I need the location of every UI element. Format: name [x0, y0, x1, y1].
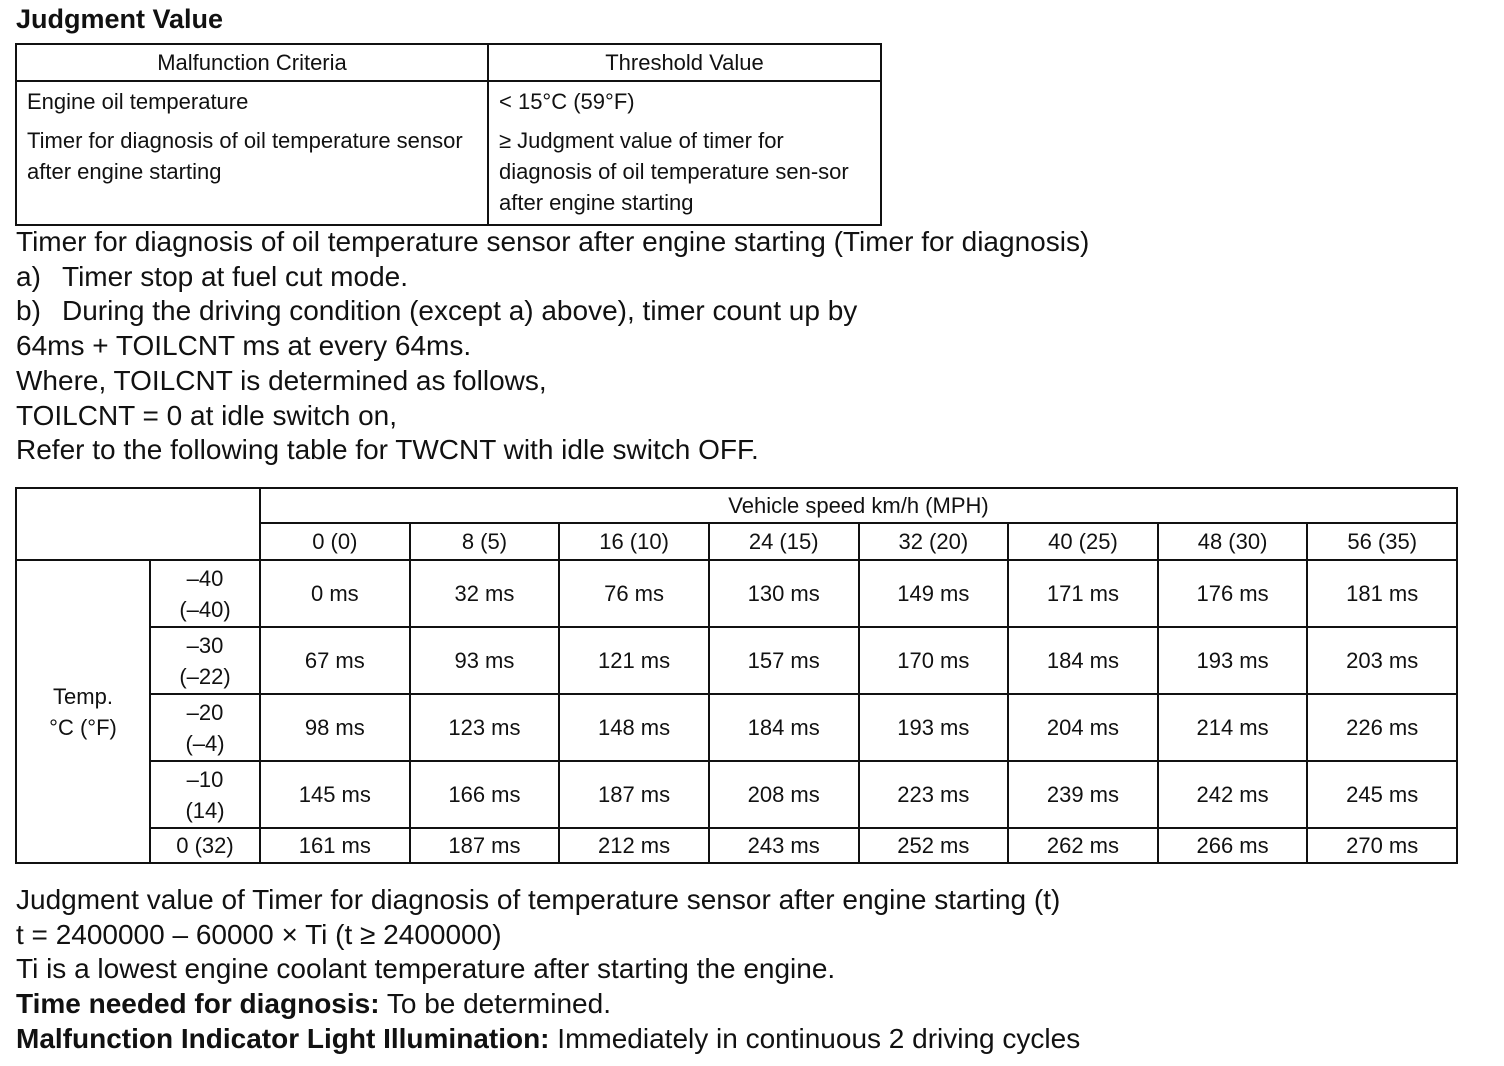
value-cell: 187 ms	[410, 828, 560, 863]
value-cell: 98 ms	[260, 694, 410, 761]
criteria-header: Malfunction Criteria	[16, 44, 488, 81]
temp-label: Temp.	[53, 683, 113, 709]
criteria-header-row	[16, 44, 881, 81]
speed-cell: 56 (35)	[1307, 523, 1457, 560]
item-a-text: Timer stop at fuel cut mode.	[62, 260, 408, 292]
value-cell: 148 ms	[559, 694, 709, 761]
value-cell: 121 ms	[559, 627, 709, 694]
table-row	[16, 694, 1457, 761]
value-cell: 130 ms	[709, 560, 859, 627]
speed-header-row	[16, 488, 1457, 523]
value-cell: 223 ms	[859, 761, 1009, 828]
intro-line: Where, TOILCNT is determined as follows,	[16, 364, 547, 396]
criteria-item: Timer for diagnosis of oil temperature sensor after engine starting	[27, 128, 463, 184]
value-cell: 67 ms	[260, 627, 410, 694]
temp-row-label: 0 (32)	[150, 828, 260, 863]
value-cell: 184 ms	[709, 694, 859, 761]
temp-c: –20	[186, 699, 224, 725]
value-cell: 212 ms	[559, 828, 709, 863]
intro-text	[16, 225, 1089, 468]
temp-f: (–40)	[179, 596, 231, 622]
value-cell: 181 ms	[1307, 560, 1457, 627]
value-cell: 145 ms	[260, 761, 410, 828]
time-needed-value: To be determined.	[379, 988, 611, 1020]
footer-text	[16, 883, 1080, 1057]
value-cell: 203 ms	[1307, 627, 1457, 694]
value-cell: 245 ms	[1307, 761, 1457, 828]
temp-f: (–22)	[179, 663, 231, 689]
malfunction-criteria-table	[15, 43, 882, 226]
criteria-cell	[16, 81, 488, 225]
value-cell: 161 ms	[260, 828, 410, 863]
speed-cell: 24 (15)	[709, 523, 859, 560]
table-row	[16, 560, 1457, 627]
value-cell: 187 ms	[559, 761, 709, 828]
value-cell: 239 ms	[1008, 761, 1158, 828]
criteria-item: Engine oil temperature	[27, 89, 249, 114]
temp-row-label	[150, 694, 260, 761]
mil-label: Malfunction Indicator Light Illumination:	[16, 1022, 550, 1054]
value-cell: 242 ms	[1158, 761, 1308, 828]
value-cell: 204 ms	[1008, 694, 1158, 761]
value-cell: 208 ms	[709, 761, 859, 828]
value-cell: 243 ms	[709, 828, 859, 863]
mil-line	[16, 1022, 1080, 1057]
value-cell: 32 ms	[410, 560, 560, 627]
value-cell: 166 ms	[410, 761, 560, 828]
threshold-item: ≥ Judgment value of timer for diagnosis of oil temperature sen-sor after engine starting	[499, 128, 849, 215]
item-b-text: During the driving condition (except a) above), timer count up by	[62, 295, 858, 327]
item-a-label: a)	[16, 260, 41, 292]
temp-f: (14)	[185, 797, 225, 823]
temp-label-cell	[16, 560, 150, 863]
value-cell: 226 ms	[1307, 694, 1457, 761]
mil-value: Immediately in continuous 2 driving cycles	[549, 1022, 1081, 1054]
threshold-cell	[488, 81, 881, 225]
item-b-label: b)	[16, 295, 41, 327]
value-cell: 193 ms	[859, 694, 1009, 761]
intro-item-b	[16, 294, 1089, 329]
temp-c: –10	[186, 766, 224, 792]
value-cell: 123 ms	[410, 694, 560, 761]
threshold-header: Threshold Value	[488, 44, 881, 81]
speed-header: Vehicle speed km/h (MPH)	[260, 488, 1457, 523]
intro-line: Refer to the following table for TWCNT with idle switch OFF.	[16, 434, 759, 466]
value-cell: 170 ms	[859, 627, 1009, 694]
twcnt-table	[15, 487, 1458, 864]
temp-row-label	[150, 627, 260, 694]
footer-line: Judgment value of Timer for diagnosis of temperature sensor after engine starting (t)	[16, 884, 1061, 915]
value-cell: 214 ms	[1158, 694, 1308, 761]
time-needed-line	[16, 987, 1080, 1022]
intro-item-a	[16, 260, 1089, 295]
temp-row-label	[150, 761, 260, 828]
table-row	[16, 761, 1457, 828]
formula-line: t = 2400000 – 60000 × Ti (t ≥ 2400000)	[16, 918, 502, 950]
section-heading: Judgment Value	[16, 4, 224, 34]
value-cell: 157 ms	[709, 627, 859, 694]
criteria-body-row	[16, 81, 881, 225]
intro-line: 64ms + TOILCNT ms at every 64ms.	[16, 330, 472, 362]
footer-line: Ti is a lowest engine coolant temperature after starting the engine.	[16, 953, 836, 985]
value-cell: 266 ms	[1158, 828, 1308, 863]
value-cell: 252 ms	[859, 828, 1009, 863]
value-cell: 76 ms	[559, 560, 709, 627]
corner-cell	[16, 488, 260, 560]
time-needed-label: Time needed for diagnosis:	[16, 988, 380, 1020]
speed-cell: 32 (20)	[859, 523, 1009, 560]
temp-c: –30	[186, 632, 224, 658]
value-cell: 270 ms	[1307, 828, 1457, 863]
temp-f: (–4)	[185, 730, 225, 756]
temp-unit: °C (°F)	[49, 714, 117, 740]
value-cell: 171 ms	[1008, 560, 1158, 627]
value-cell: 0 ms	[260, 560, 410, 627]
value-cell: 262 ms	[1008, 828, 1158, 863]
table-row	[16, 828, 1457, 863]
temp-c: –40	[186, 565, 224, 591]
value-cell: 184 ms	[1008, 627, 1158, 694]
value-cell: 176 ms	[1158, 560, 1308, 627]
intro-line: TOILCNT = 0 at idle switch on,	[16, 399, 398, 431]
speed-cell: 48 (30)	[1158, 523, 1308, 560]
table-row	[16, 627, 1457, 694]
speed-cell: 16 (10)	[559, 523, 709, 560]
value-cell: 93 ms	[410, 627, 560, 694]
temp-row-label	[150, 560, 260, 627]
speed-cell: 0 (0)	[260, 523, 410, 560]
threshold-item: < 15°C (59°F)	[499, 89, 635, 114]
value-cell: 193 ms	[1158, 627, 1308, 694]
speed-cell: 8 (5)	[410, 523, 560, 560]
intro-line: Timer for diagnosis of oil temperature sensor after engine starting (Timer for diagnosis)	[16, 226, 1090, 257]
value-cell: 149 ms	[859, 560, 1009, 627]
speed-cell: 40 (25)	[1008, 523, 1158, 560]
